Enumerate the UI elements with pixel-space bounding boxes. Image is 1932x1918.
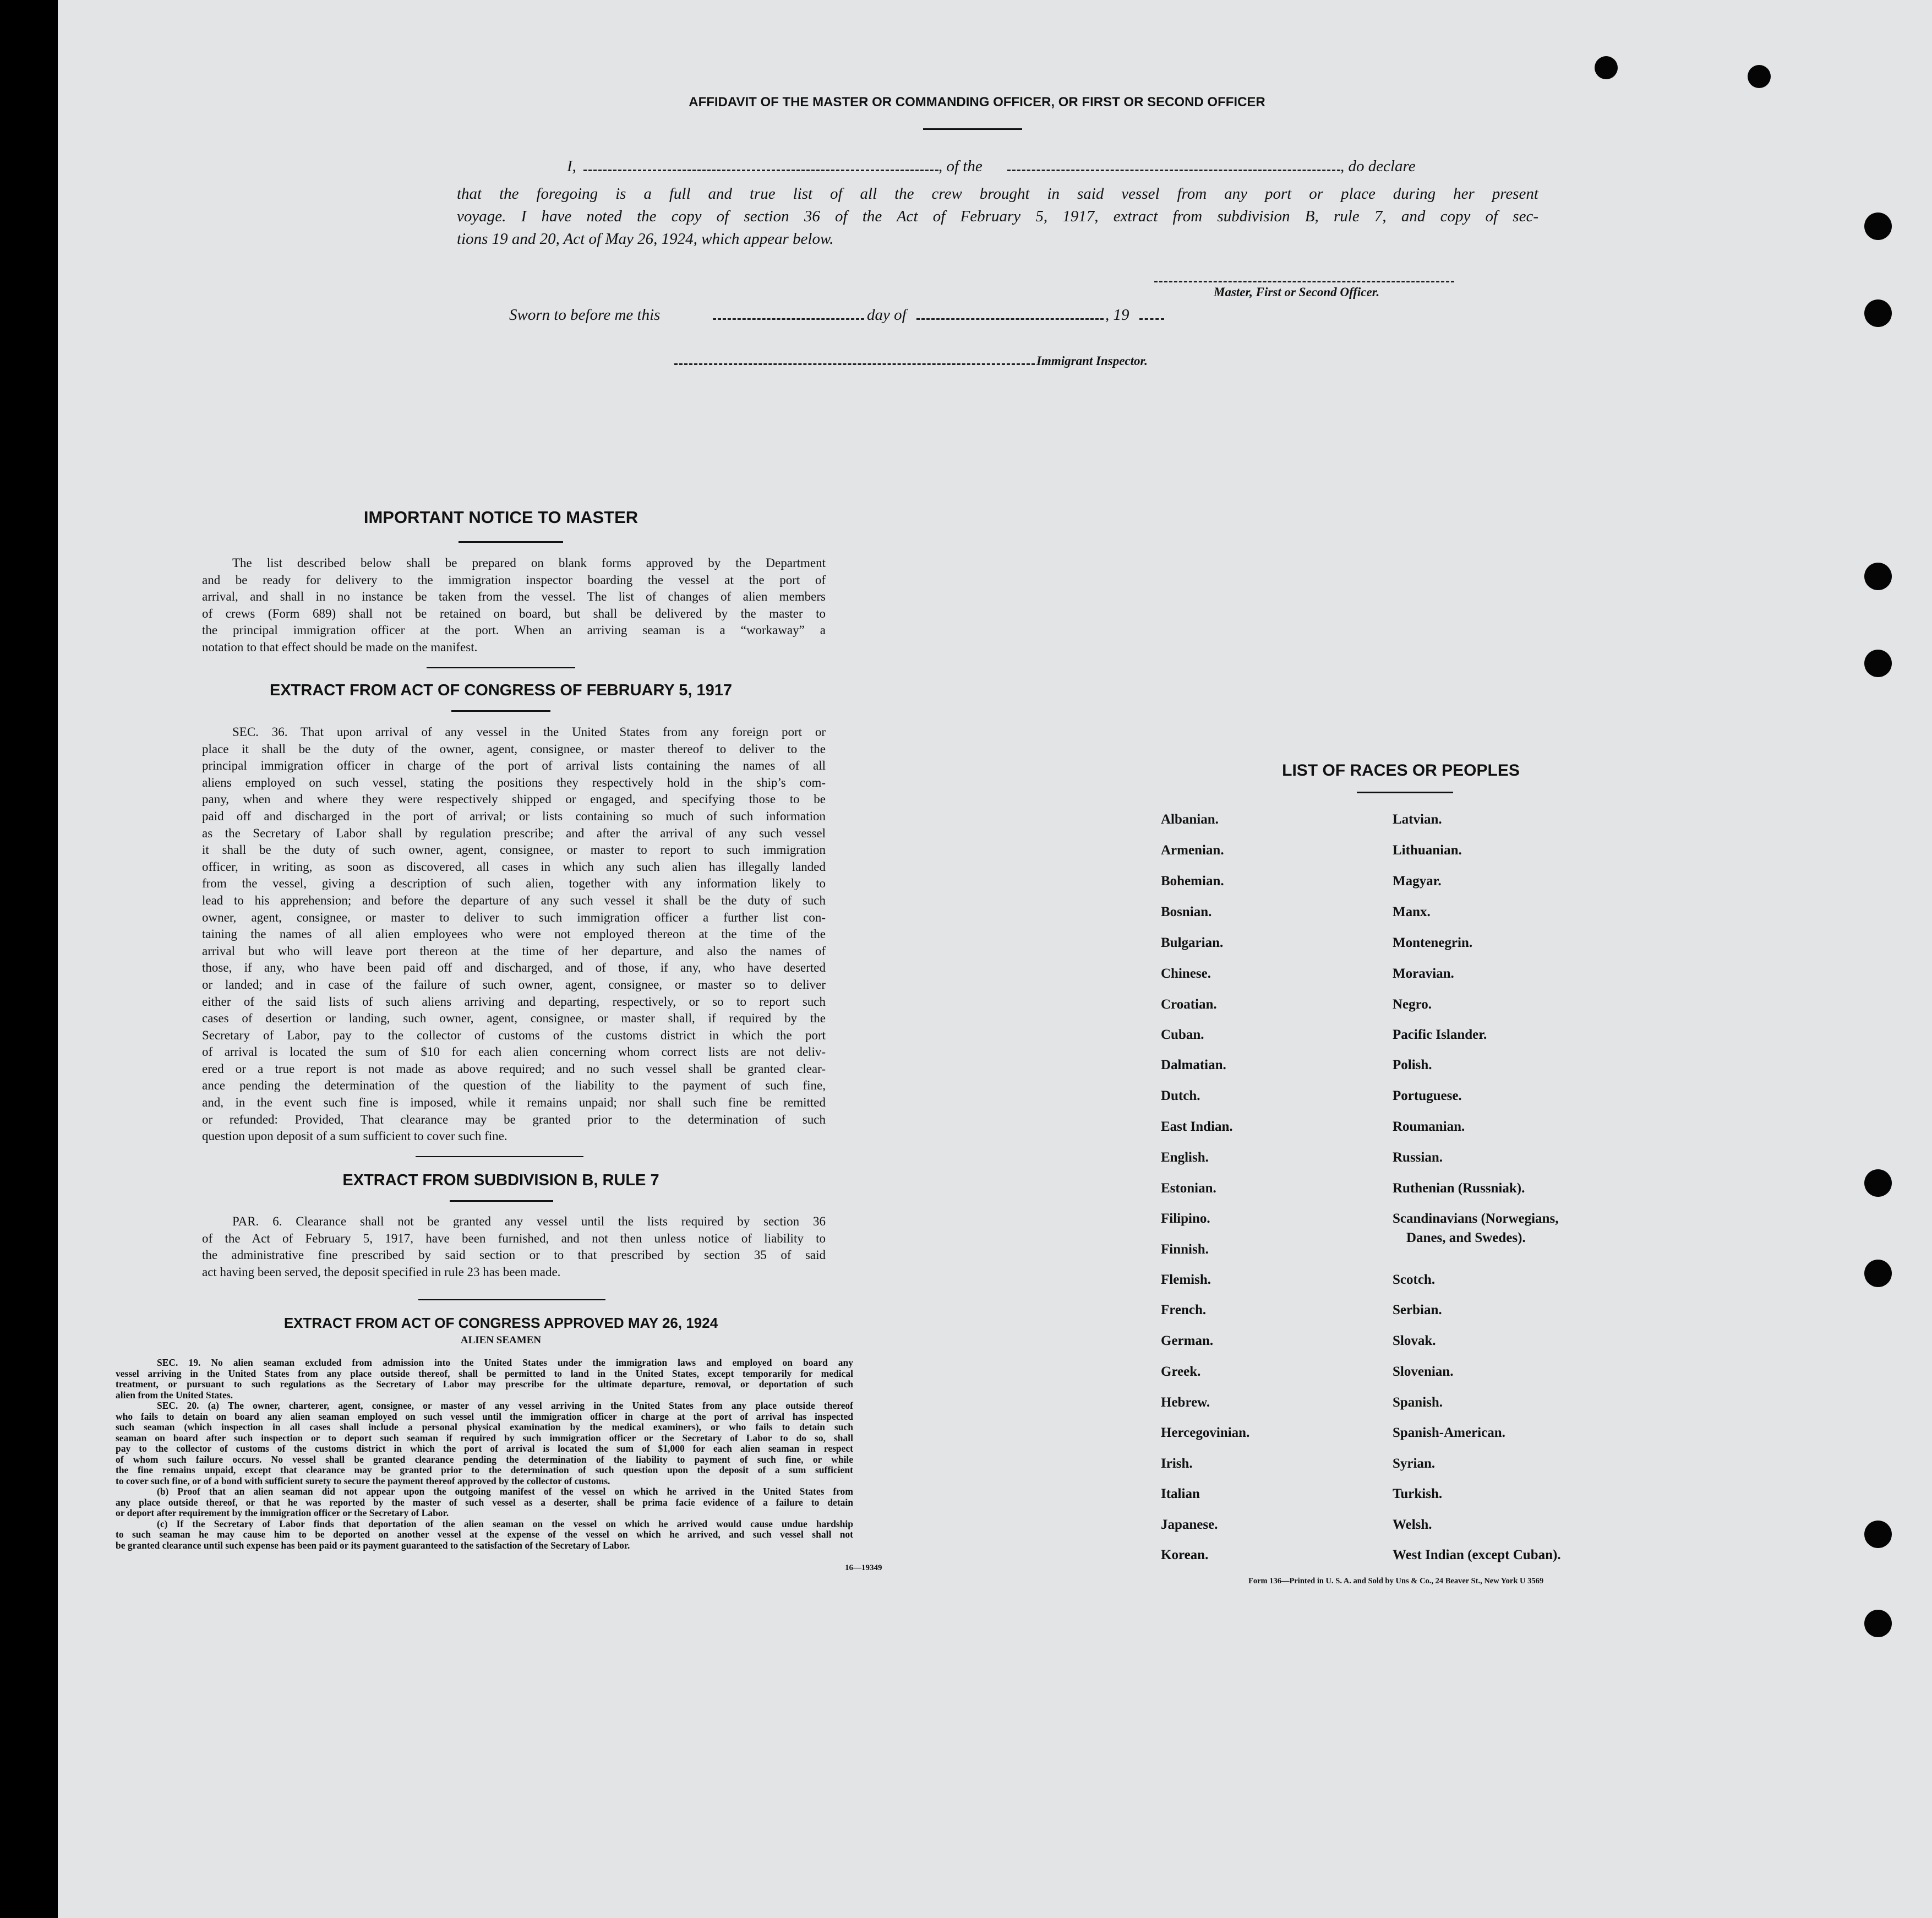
act1917-line: Secretary of Labor, pay to the collector of customs of the customs district in which the port: [202, 1028, 826, 1042]
signature-field[interactable]: [1154, 281, 1454, 282]
divider: [418, 1299, 605, 1300]
declare-label: , do declare: [1340, 157, 1416, 175]
race-right: Magyar.: [1393, 874, 1442, 889]
rule7-body: [202, 1213, 826, 1281]
act1924-line: alien from the United States.: [116, 1389, 233, 1401]
race-left: Hercegovinian.: [1161, 1425, 1250, 1440]
race-left: Armenian.: [1161, 843, 1224, 858]
act1924-line: (b) Proof that an alien seaman did not appear upon the outgoing manifest of the vessel on which he arrived in the United States from: [157, 1486, 853, 1497]
day-of-label: day of: [867, 306, 907, 324]
act1917-line: pany, when and where they were respectively shipped or engaged, and specifying those to be: [202, 792, 826, 807]
act1917-line: or landed; and in case of the failure of such owner, agent, consignee, or master so to deliver: [202, 977, 826, 991]
vessel-label: , of the: [938, 157, 983, 175]
declarant-label: I,: [567, 157, 576, 175]
race-right: Slovenian.: [1393, 1364, 1454, 1379]
affidavit-line4: tions 19 and 20, Act of May 26, 1924, which appear below.: [457, 230, 834, 248]
punch-hole: [1595, 56, 1618, 79]
punch-hole: [1864, 299, 1892, 327]
race-right: Syrian.: [1393, 1456, 1436, 1471]
act1917-line: it shall be the duty of such owner, agent, consignee, or master to report to such immigration: [202, 843, 826, 857]
race-right: Serbian.: [1393, 1303, 1442, 1317]
signature-label: Master, First or Second Officer.: [1214, 285, 1380, 299]
race-right: Portuguese.: [1393, 1088, 1462, 1103]
act1924-line: (c) If the Secretary of Labor finds that deportation of the alien seaman on the vessel on which he arrived would cause undue hardship: [157, 1518, 853, 1529]
sworn-day-field[interactable]: [713, 318, 864, 320]
race-left: Croatian.: [1161, 997, 1217, 1012]
act1924-line: to cover such fine, or of a bond with sufficient surety to secure the payment thereof approved by the collector of customs.: [116, 1475, 610, 1486]
act1917-line: from the vessel, giving a description of such alien, together with any information likely to: [202, 876, 826, 891]
race-right: Russian.: [1393, 1150, 1443, 1165]
act1924-line: or deport after requirement by the immigration officer or the Secretary of Labor.: [116, 1507, 449, 1518]
race-left: Estonian.: [1161, 1181, 1216, 1196]
divider: [450, 1200, 553, 1202]
affidavit-line2: that the foregoing is a full and true list of all the crew brought in said vessel from any port or place during her present: [457, 185, 1538, 203]
act1917-line: question upon deposit of a sum sufficient to cover such fine.: [202, 1129, 507, 1143]
punch-hole: [1748, 65, 1771, 88]
race-left: English.: [1161, 1150, 1209, 1165]
act1917-line: cases of desertion or landing, such owner, agent, consignee, or master shall, if required by the: [202, 1011, 826, 1026]
notice-body: [202, 555, 826, 656]
act1924-line: pay to the collector of customs of the customs district in which the port of arrival is located the sum of $1,000 for each alien seaman in respect: [116, 1443, 853, 1454]
affidavit-text: [457, 183, 1538, 250]
form-code: 16—19349: [845, 1563, 882, 1572]
race-right: Negro.: [1393, 997, 1432, 1012]
race-right: Spanish.: [1393, 1395, 1443, 1410]
act1917-line: taining the names of all alien employees who were not employed thereon at the time of the: [202, 927, 826, 941]
declarant-name-field[interactable]: [583, 170, 938, 171]
race-left: East Indian.: [1161, 1119, 1233, 1134]
act1924-line: the fine remains unpaid, except that clearance may be granted prior to the determination of such question upon the deposit of a sum sufficient: [116, 1464, 853, 1475]
race-right: Scotch.: [1393, 1272, 1436, 1287]
divider: [1357, 792, 1453, 793]
punch-hole: [1864, 212, 1892, 240]
act1924-line: to such seaman he may cause him to be deported on another vessel at the expense of the vessel on which he arrived, and such vessel shall not: [116, 1529, 853, 1540]
race-left: Dalmatian.: [1161, 1058, 1226, 1072]
rule7-title: EXTRACT FROM SUBDIVISION B, RULE 7: [342, 1171, 659, 1189]
race-left: Bohemian.: [1161, 874, 1224, 889]
sworn-month-field[interactable]: [916, 318, 1104, 320]
race-left: Japanese.: [1161, 1517, 1218, 1532]
race-right: Welsh.: [1393, 1517, 1432, 1532]
punch-hole: [1864, 1260, 1892, 1287]
act1924-line: SEC. 20. (a) The owner, charterer, agent, consignee, or master of any vessel arriving in the United States from any place outside thereof: [157, 1400, 853, 1411]
punch-hole: [1864, 1169, 1892, 1197]
race-left: Cuban.: [1161, 1027, 1204, 1042]
act1917-line: officer, in writing, as soon as discovered, all cases in which any such alien has illegally landed: [202, 859, 826, 874]
act1924-line: of whom such failure occurs. No vessel shall be granted clearance pending the determination of the liability to payment of such fine, or while: [116, 1453, 853, 1465]
act1924-line: seaman on board after such inspection or to deport such seaman if required by such immigration officer or the Secretary of Labor to do so, shall: [116, 1432, 853, 1443]
notice-line: notation to that effect should be made on the manifest.: [202, 640, 478, 654]
rule7-line: the administrative fine prescribed by said section or to that prescribed by section 35 of said: [202, 1248, 826, 1262]
act1917-line: place it shall be the duty of the owner, agent, consignee, or master thereof to deliver to the: [202, 742, 826, 756]
divider: [451, 710, 550, 712]
race-right: Scandinavians (Norwegians,: [1393, 1211, 1559, 1226]
act1924-line: any place outside thereof, or that he was reported by the master of such vessel as a deserter, shall be prima facie evidence of a failure to detain: [116, 1496, 853, 1508]
act1924-line: who fails to detain on board any alien seaman employed on such vessel until the immigration officer in charge at the port of arrival has inspected: [116, 1410, 853, 1422]
act1917-line: paid off and discharged in the port of arrival; or lists containing so much of such information: [202, 809, 826, 823]
race-left: Bulgarian.: [1161, 935, 1224, 950]
affidavit-title: AFFIDAVIT OF THE MASTER OR COMMANDING OFFICER, OR FIRST OR SECOND OFFICER: [689, 95, 1265, 110]
race-left: Filipino.: [1161, 1211, 1210, 1226]
divider: [923, 128, 1022, 130]
vessel-name-field[interactable]: [1007, 170, 1340, 171]
punch-hole: [1864, 563, 1892, 590]
act1917-line: arrival but who will leave port thereon at the time of her departure, and also the names of: [202, 944, 826, 958]
act1917-line: either of the said lists of such aliens arriving and departing, respectively, or so to report such: [202, 994, 826, 1009]
race-left: Albanian.: [1161, 812, 1219, 827]
race-right: Ruthenian (Russniak).: [1393, 1181, 1525, 1196]
notice-line: the principal immigration officer at the port. When an arriving seaman is a “workaway” a: [202, 623, 826, 637]
notice-line: arrival, and shall in no instance be taken from the vessel. The list of changes of alien members: [202, 590, 826, 604]
act1924-line: such seaman (which inspection in all cases shall include a personal physical examination by the medical examiners), or who fails to detain such: [116, 1421, 853, 1432]
act1924-body: [116, 1358, 853, 1551]
act1917-line: aliens employed on such vessel, stating the positions they respectively hold in the ship’s com-: [202, 775, 826, 789]
punch-hole: [1864, 1521, 1892, 1548]
sworn-label: Sworn to before me this: [509, 306, 661, 324]
notice-line: The list described below shall be prepared on blank forms approved by the Department: [232, 556, 826, 570]
affidavit-line1: [509, 157, 1533, 179]
races-title: LIST OF RACES OR PEOPLES: [1282, 761, 1520, 780]
form-printer-note: Form 136—Printed in U. S. A. and Sold by Uns & Co., 24 Beaver St., New York U 3569: [1248, 1577, 1544, 1585]
act1917-title: EXTRACT FROM ACT OF CONGRESS OF FEBRUARY 5, 1917: [269, 682, 733, 699]
year-label: , 19: [1105, 306, 1129, 324]
act1917-line: lead to his apprehension; and before the departure of any such vessel it shall be the duty of such: [202, 893, 826, 907]
act1917-line: or refunded: Provided, That clearance may be granted prior to the determination of such: [202, 1112, 826, 1126]
race-right: Danes, and Swedes).: [1406, 1230, 1526, 1245]
act1924-line: vessel arriving in the United States from any place outside thereof, shall be permitted to land in the United States, except temporarily for medical: [116, 1367, 853, 1379]
act1917-line: and, in the event such fine is imposed, while it remains unpaid; nor shall such fine be remitted: [202, 1096, 826, 1110]
act1924-line: be granted clearance until such expense has been paid or its payment guaranteed to the satisfaction of the Secretary of Labor.: [116, 1539, 630, 1551]
race-right: Montenegrin.: [1393, 935, 1473, 950]
sworn-line: [509, 306, 1280, 328]
race-right: Slovak.: [1393, 1333, 1436, 1348]
act1917-line: ered or a true report is not made as above required; and no such vessel shall be granted clear-: [202, 1061, 826, 1076]
race-right: Latvian.: [1393, 812, 1442, 827]
race-left: Finnish.: [1161, 1242, 1209, 1257]
inspector-label: Immigrant Inspector.: [1036, 354, 1148, 368]
act1917-line: ance pending the determination of the question of the liability to the payment of such fine,: [202, 1078, 826, 1093]
race-right: Moravian.: [1393, 966, 1454, 981]
act1917-line: SEC. 36. That upon arrival of any vessel in the United States from any foreign port or: [232, 725, 826, 739]
race-left: Korean.: [1161, 1548, 1209, 1562]
act1924-subtitle: ALIEN SEAMEN: [460, 1334, 542, 1346]
act1924-line: treatment, or pursuant to such regulations as the Secretary of Labor may prescribe for the ultimate departure, removal, or deportation of such: [116, 1378, 853, 1390]
punch-hole: [1864, 650, 1892, 677]
rule7-line: PAR. 6. Clearance shall not be granted any vessel until the lists required by section 36: [232, 1214, 826, 1228]
race-right: Roumanian.: [1393, 1119, 1465, 1134]
race-left: Italian: [1161, 1486, 1200, 1501]
act1917-line: principal immigration officer in charge of the port of arrival lists containing the names of all: [202, 759, 826, 773]
race-right: Spanish-American.: [1393, 1425, 1505, 1440]
race-right: Manx.: [1393, 904, 1431, 919]
race-right: Polish.: [1393, 1058, 1432, 1072]
notice-line: of crews (Form 689) shall not be retained on board, but shall be delivered by the master to: [202, 606, 826, 620]
race-left: Bosnian.: [1161, 904, 1212, 919]
rule7-line: act having been served, the deposit specified in rule 23 has been made.: [202, 1265, 561, 1279]
race-left: Hebrew.: [1161, 1395, 1210, 1410]
race-right: West Indian (except Cuban).: [1393, 1548, 1561, 1562]
rule7-line: of the Act of February 5, 1917, have been furnished, and not then unless notice of liability to: [202, 1231, 826, 1245]
race-left: Flemish.: [1161, 1272, 1211, 1287]
divider: [459, 541, 563, 543]
race-left: Greek.: [1161, 1364, 1201, 1379]
race-left: Irish.: [1161, 1456, 1193, 1471]
act1917-line: owner, agent, consignee, or master to deliver to such immigration officer a further list con-: [202, 910, 826, 924]
act1917-body: [202, 724, 826, 1145]
inspector-field[interactable]: [674, 363, 1035, 365]
race-left: Chinese.: [1161, 966, 1211, 981]
race-left: Dutch.: [1161, 1088, 1200, 1103]
notice-title: IMPORTANT NOTICE TO MASTER: [363, 508, 638, 527]
act1917-line: as the Secretary of Labor shall by regulation prescribe; and after the arrival of any such vessel: [202, 826, 826, 840]
punch-hole: [1864, 1610, 1892, 1637]
act1924-line: SEC. 19. No alien seaman excluded from admission into the United States under the immigration laws and employed on board any: [157, 1357, 853, 1368]
document-page: [58, 0, 1932, 1918]
notice-line: and be ready for delivery to the immigration inspector boarding the vessel at the port of: [202, 573, 826, 587]
race-right: Pacific Islander.: [1393, 1027, 1487, 1042]
divider: [416, 1156, 583, 1157]
race-right: Turkish.: [1393, 1486, 1443, 1501]
act1924-title: EXTRACT FROM ACT OF CONGRESS APPROVED MAY 26, 1924: [283, 1315, 718, 1331]
act1917-line: of arrival is located the sum of $10 for each alien concerning whom correct lists are not deliv-: [202, 1045, 826, 1059]
act1917-line: those, if any, who have been paid off and discharged, and of those, if any, who have deserted: [202, 961, 826, 975]
race-left: French.: [1161, 1303, 1207, 1317]
race-right: Lithuanian.: [1393, 843, 1462, 858]
divider: [427, 667, 575, 668]
race-left: German.: [1161, 1333, 1214, 1348]
sworn-year-field[interactable]: [1139, 318, 1164, 320]
affidavit-line3: voyage. I have noted the copy of section 36 of the Act of February 5, 1917, extract from subdivision B, rule 7, and copy of sec-: [457, 208, 1538, 225]
